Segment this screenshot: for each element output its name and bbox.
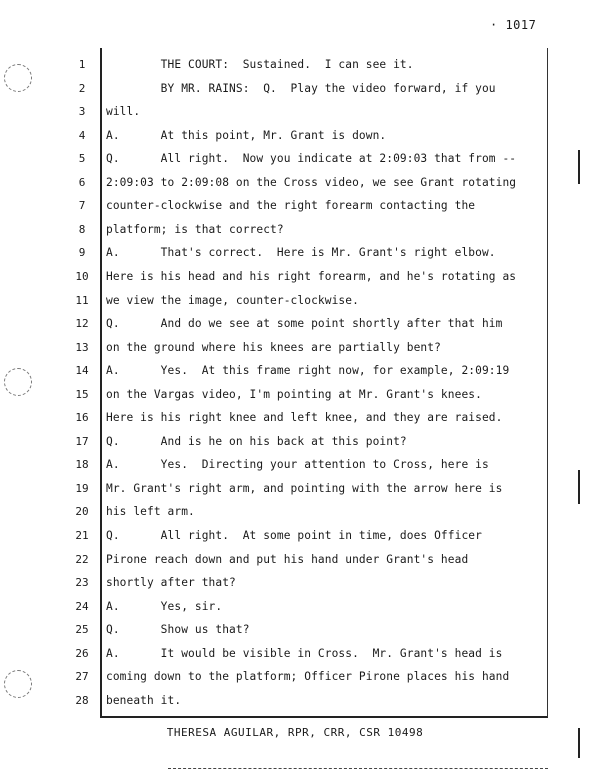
transcript-line: 2:09:03 to 2:09:08 on the Cross video, we see Grant rotating <box>106 175 517 189</box>
line-number: 24 <box>75 599 89 613</box>
line-number: 14 <box>75 364 89 378</box>
transcript-line: his left arm. <box>106 505 195 519</box>
line-number: 27 <box>75 670 89 684</box>
transcript-line: A. That's correct. Here is Mr. Grant's right elbow. <box>106 246 496 260</box>
punch-hole-bottom <box>4 670 32 698</box>
transcript-line: Mr. Grant's right arm, and pointing with the arrow here is <box>106 481 503 495</box>
line-number: 9 <box>78 246 86 260</box>
line-number: 15 <box>75 387 89 401</box>
line-number: 2 <box>78 81 86 95</box>
reporter-footer: THERESA AGUILAR, RPR, CRR, CSR 10498 <box>166 726 424 739</box>
transcript-line: A. Yes. Directing your attention to Cross, here is <box>106 458 489 472</box>
line-number: 19 <box>75 481 89 495</box>
line-number: 6 <box>78 175 86 189</box>
line-number: 21 <box>75 529 89 542</box>
margin-mark <box>578 150 580 184</box>
transcript-line: Q. All right. Now you indicate at 2:09:03 that from -- <box>106 152 517 166</box>
bottom-rule <box>168 768 548 770</box>
transcript-line: A. Yes, sir. <box>106 599 223 613</box>
punch-hole-top <box>4 64 32 92</box>
transcript-line: Q. And is he on his back at this point? <box>106 434 407 448</box>
transcript-line: on the ground where his knees are partially bent? <box>106 340 441 354</box>
transcript-line: Q. Show us that? <box>106 623 250 637</box>
line-number: 1 <box>78 58 86 71</box>
transcript-line: will. <box>106 105 141 119</box>
page-number: · 1017 <box>490 18 537 32</box>
transcript-line: beneath it. <box>106 693 182 707</box>
transcript-line: counter-clockwise and the right forearm contacting the <box>106 199 476 213</box>
transcript-line: BY MR. RAINS: Q. Play the video forward, if you <box>106 81 496 95</box>
transcript-line: Here is his head and his right forearm, and he's rotating as <box>106 269 517 283</box>
line-number: 13 <box>75 340 89 354</box>
line-number: 23 <box>75 576 89 590</box>
line-number: 4 <box>78 128 86 142</box>
line-number: 22 <box>75 552 89 566</box>
transcript-line: Q. All right. At some point in time, does Officer <box>106 529 482 542</box>
line-number: 3 <box>78 105 86 119</box>
line-number: 25 <box>75 623 89 637</box>
transcript-line: A. At this point, Mr. Grant is down. <box>106 128 387 142</box>
line-number: 7 <box>78 199 86 213</box>
line-number: 20 <box>75 505 89 519</box>
transcript-line: Pirone reach down and put his hand under Grant's head <box>106 552 469 566</box>
line-number: 28 <box>75 693 89 707</box>
line-number: 12 <box>75 317 89 331</box>
transcript-line: THE COURT: Sustained. I can see it. <box>106 58 414 71</box>
transcript-line: Here is his right knee and left knee, and they are raised. <box>106 411 503 425</box>
line-number: 17 <box>75 434 89 448</box>
transcript-line: on the Vargas video, I'm pointing at Mr. Grant's knees. <box>106 387 482 401</box>
transcript-line: shortly after that? <box>106 576 236 590</box>
transcript-frame <box>100 48 548 718</box>
line-number: 5 <box>78 152 86 166</box>
transcript-line: Q. And do we see at some point shortly after that him <box>106 317 503 331</box>
transcript-line: A. It would be visible in Cross. Mr. Grant's head is <box>106 646 503 660</box>
line-number: 18 <box>75 458 89 472</box>
line-number: 10 <box>75 269 89 283</box>
transcript-line: we view the image, counter-clockwise. <box>106 293 359 307</box>
transcript-line: coming down to the platform; Officer Pirone places his hand <box>106 670 510 684</box>
punch-hole-middle <box>4 368 32 396</box>
line-number: 11 <box>75 293 89 307</box>
line-number: 8 <box>78 222 86 236</box>
line-number: 26 <box>75 646 89 660</box>
transcript-line: platform; is that correct? <box>106 222 284 236</box>
margin-mark <box>578 470 580 504</box>
line-number: 16 <box>75 411 89 425</box>
transcript-line: A. Yes. At this frame right now, for example, 2:09:19 <box>106 364 510 378</box>
